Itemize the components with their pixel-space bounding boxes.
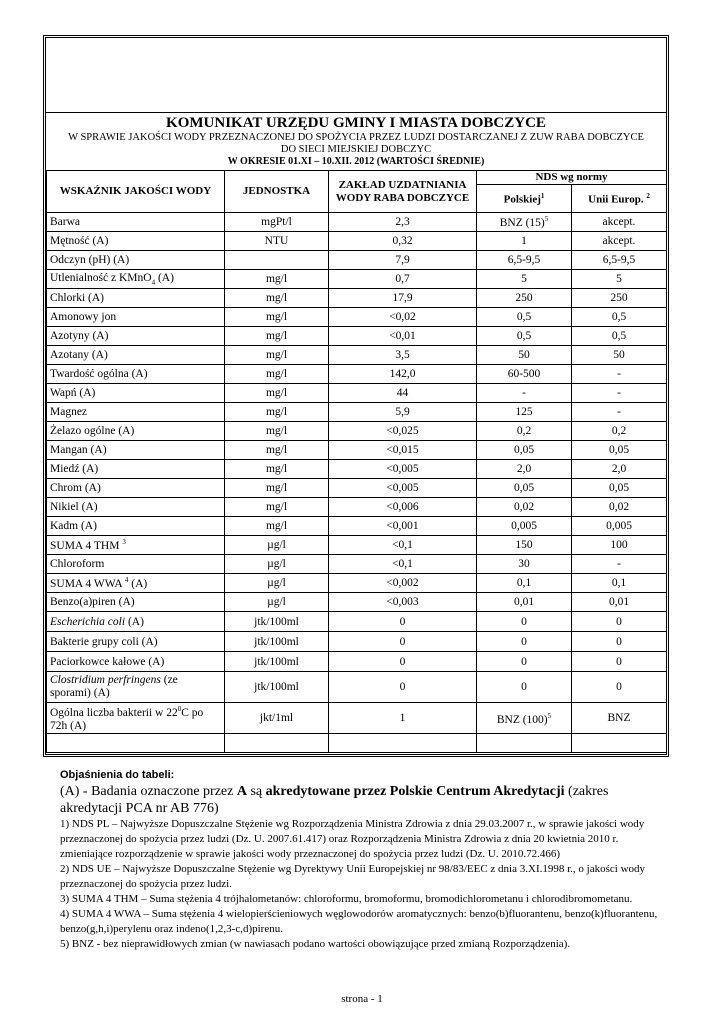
cell-indicator: Paciorkowce kałowe (A) [47, 652, 225, 672]
table-row [47, 498, 667, 517]
cell-nds-pl: 60-500 [477, 365, 572, 384]
cell-value: 0 [329, 612, 477, 632]
cell-indicator: Bakterie grupy coli (A) [47, 632, 225, 652]
cell-indicator: SUMA 4 WWA $^4$ (A) [47, 574, 225, 593]
cell-nds-eu: 0,02 [572, 498, 667, 517]
cell-indicator: Azotany (A) [47, 346, 225, 365]
cell-nds-pl: 250 [477, 289, 572, 308]
cell-nds-pl: 150 [477, 536, 572, 555]
cell-nds-pl: BNZ $(15)^5$ [477, 213, 572, 232]
table-row [47, 422, 667, 441]
cell-nds-pl: 30 [477, 555, 572, 574]
cell-value: <0,005 [329, 479, 477, 498]
cell-unit: jtk/100ml [225, 672, 329, 703]
table-row [47, 289, 667, 308]
cell-value: 0,7 [329, 270, 477, 289]
cell-value: 44 [329, 384, 477, 403]
cell-unit: mg/l [225, 365, 329, 384]
cell-nds-eu: - [572, 365, 667, 384]
cell-indicator: Chrom (A) [47, 479, 225, 498]
cell-nds-pl: BNZ $(100)^5$ [477, 703, 572, 734]
cell-unit: mg/l [225, 327, 329, 346]
cell-nds-eu: - [572, 384, 667, 403]
cell-nds-pl: 50 [477, 346, 572, 365]
cell-value: <0,005 [329, 460, 477, 479]
cell-nds-pl: 0,5 [477, 327, 572, 346]
note-4: 4) SUMA 4 WWA – Suma stężenia 4 wielopierścieniowych węglowodorów aromatycznych: benzo(b)fluorantenu, benzo(k)fluorantenu, benzo(g,h,i)perylenu oraz indeno(1,2,3-c,d)pirenu. [60, 908, 658, 935]
cell-nds-eu: - [572, 555, 667, 574]
cell-indicator: Barwa [47, 213, 225, 232]
table-row [47, 327, 667, 346]
table-row [47, 384, 667, 403]
cell-nds-eu: 0 [572, 672, 667, 703]
cell-indicator: Ogólna liczba bakterii w $22^0C$ po 72h (A) [47, 703, 225, 734]
cell-value: 7,9 [329, 251, 477, 270]
cell-indicator: Azotyny (A) [47, 327, 225, 346]
cell-nds-eu: 0,5 [572, 308, 667, 327]
cell-nds-eu: 6,5-9,5 [572, 251, 667, 270]
header-eu: Unii Europ. $^2$ [572, 185, 667, 213]
cell-value: 2,3 [329, 213, 477, 232]
cell-unit: jtk/100ml [225, 652, 329, 672]
table-body [47, 213, 667, 753]
subtitle-line-2: DO SIECI MIEJSKIEJ DOBCZYC [280, 144, 432, 155]
cell-nds-pl: 0 [477, 612, 572, 632]
cell-indicator: Twardość ogólna (A) [47, 365, 225, 384]
table-row [47, 593, 667, 612]
cell-nds-eu: BNZ [572, 703, 667, 734]
cell-nds-eu: - [572, 403, 667, 422]
water-quality-table [46, 170, 667, 753]
cell-nds-pl: 0,05 [477, 441, 572, 460]
cell-unit: mg/l [225, 384, 329, 403]
cell-unit: µg/l [225, 536, 329, 555]
table-row [47, 612, 667, 632]
cell-nds-pl: 0,5 [477, 308, 572, 327]
table-row [47, 574, 667, 593]
cell-value: <0,006 [329, 498, 477, 517]
cell-nds-eu: 0,05 [572, 441, 667, 460]
header-nds: NDS wg normy [477, 171, 667, 185]
table-row [47, 232, 667, 251]
header-indicator: WSKAŹNIK JAKOŚCI WODY [47, 171, 225, 213]
note-1: 1) NDS PL – Najwyższe Dopuszczalne Stężenie wg Rozporządzenia Ministra Zdrowia z dnia 29.03.2007 r., w sprawie jakości wody przeznaczonej do spożycia przez ludzi (Dz. U. 2007.61.417) oraz Rozporządzenia Ministra Zdrowia z dnia 20 kwietnia 2010 r. zmieniające rozporządzenie w sprawie jakości wody przeznaczonej do spożycia przez ludzi (Dz. U. 2010.72.466) [60, 818, 645, 860]
cell-nds-pl: 0,005 [477, 517, 572, 536]
cell-value: <0,01 [329, 327, 477, 346]
table-row [47, 441, 667, 460]
cell-unit: mg/l [225, 441, 329, 460]
cell-value: 1 [329, 703, 477, 734]
cell-value: <0,001 [329, 517, 477, 536]
table-row [47, 479, 667, 498]
cell-unit: mg/l [225, 460, 329, 479]
cell-indicator: Chlorki (A) [47, 289, 225, 308]
header [46, 113, 666, 168]
table-row [47, 270, 667, 289]
cell-nds-pl: 2,0 [477, 460, 572, 479]
cell-indicator: Kadm (A) [47, 517, 225, 536]
header-plant: ZAKŁAD UZDATNIANIA WODY RABA DOBCZYCE [329, 171, 477, 213]
cell-unit: NTU [225, 232, 329, 251]
cell-nds-pl: 0,2 [477, 422, 572, 441]
cell-nds-eu: 0 [572, 612, 667, 632]
table-row [47, 536, 667, 555]
cell-indicator: Żelazo ogólne (A) [47, 422, 225, 441]
cell-value: 0 [329, 652, 477, 672]
cell-nds-eu: 0,5 [572, 327, 667, 346]
cell-unit: jtk/100ml [225, 612, 329, 632]
table-row [47, 403, 667, 422]
table-row [47, 703, 667, 734]
cell-nds-eu: 0,05 [572, 479, 667, 498]
cell-empty [47, 734, 225, 753]
cell-indicator: Escherichia coli (A) [47, 612, 225, 632]
note-2: 2) NDS UE – Najwyższe Dopuszczalne Stężenie wg Dyrektywy Unii Europejskiej nr 98/83/EEC z dnia 3.XI.1998 r., o jakości wody przeznaczonej do spożycia przez ludzi. [60, 863, 646, 890]
cell-nds-eu: 0 [572, 632, 667, 652]
cell-value: 5,9 [329, 403, 477, 422]
table-row [47, 652, 667, 672]
cell-nds-eu: 0 [572, 652, 667, 672]
table-row [47, 460, 667, 479]
notes-heading: Objaśnienia do tabeli: [60, 769, 175, 781]
cell-indicator: Mętność (A) [47, 232, 225, 251]
cell-nds-pl: 0,02 [477, 498, 572, 517]
subtitle-line-1: W SPRAWIE JAKOŚCI WODY PRZEZNACZONEJ DO SPOŻYCIA PRZEZ LUDZI DOSTARCZANEJ Z ZUW RABA DOBCZYCE [68, 132, 644, 143]
cell-value: 17,9 [329, 289, 477, 308]
cell-unit [225, 251, 329, 270]
table-row [47, 555, 667, 574]
cell-nds-eu: 0,005 [572, 517, 667, 536]
cell-nds-pl: 0,01 [477, 593, 572, 612]
cell-nds-eu: 0,2 [572, 422, 667, 441]
cell-nds-eu: 0,01 [572, 593, 667, 612]
table-row-blank [47, 734, 667, 753]
cell-indicator: Nikiel (A) [47, 498, 225, 517]
cell-unit: mg/l [225, 517, 329, 536]
cell-unit: mg/l [225, 498, 329, 517]
cell-nds-pl: 5 [477, 270, 572, 289]
note-accreditation: (A) - Badania oznaczone przez A są akredytowane przez Polskie Centrum Akredytacji (zakres akredytacji PCA nr AB 776) [60, 784, 609, 816]
cell-unit: mg/l [225, 479, 329, 498]
cell-value: 0,32 [329, 232, 477, 251]
cell-indicator: Wapń (A) [47, 384, 225, 403]
cell-value: <0,02 [329, 308, 477, 327]
cell-nds-eu: 5 [572, 270, 667, 289]
notes [60, 768, 670, 952]
note-3: 3) SUMA 4 THM – Suma stężenia 4 trójhalometanów: chloroformu, bromoformu, bromodichlorometanu i chlorodibromometanu. [60, 893, 633, 905]
cell-nds-pl: 6,5-9,5 [477, 251, 572, 270]
cell-nds-pl: 0 [477, 672, 572, 703]
cell-unit: µg/l [225, 555, 329, 574]
cell-unit: jtk/100ml [225, 632, 329, 652]
cell-unit: µg/l [225, 574, 329, 593]
cell-nds-pl: - [477, 384, 572, 403]
cell-value: <0,002 [329, 574, 477, 593]
cell-unit: mg/l [225, 289, 329, 308]
cell-value: <0,1 [329, 536, 477, 555]
cell-unit: mg/l [225, 346, 329, 365]
table-row [47, 308, 667, 327]
table-row [47, 517, 667, 536]
cell-nds-eu: 250 [572, 289, 667, 308]
cell-nds-eu: akcept. [572, 213, 667, 232]
cell-indicator: Odczyn (pH) (A) [47, 251, 225, 270]
cell-empty [329, 734, 477, 753]
cell-unit: µg/l [225, 593, 329, 612]
cell-nds-eu: 2,0 [572, 460, 667, 479]
cell-indicator: Chloroform [47, 555, 225, 574]
cell-nds-pl: 0,1 [477, 574, 572, 593]
cell-nds-eu: 50 [572, 346, 667, 365]
cell-nds-pl: 0,05 [477, 479, 572, 498]
header-pl: Polskiej$^1$ [477, 185, 572, 213]
note-5: 5) BNZ - bez nieprawidłowych zmian (w nawiasach podano wartości obowiązujące przed zmianą Rozporządzenia). [60, 938, 571, 950]
table-row [47, 213, 667, 232]
cell-value: <0,015 [329, 441, 477, 460]
cell-unit: mgPt/l [225, 213, 329, 232]
cell-unit: jkt/1ml [225, 703, 329, 734]
cell-nds-eu: 100 [572, 536, 667, 555]
cell-value: <0,1 [329, 555, 477, 574]
cell-unit: mg/l [225, 270, 329, 289]
table-row [47, 365, 667, 384]
cell-nds-pl: 1 [477, 232, 572, 251]
cell-indicator: SUMA 4 THM $^3$ [47, 536, 225, 555]
cell-empty [572, 734, 667, 753]
page-title: KOMUNIKAT URZĘDU GMINY I MIASTA DOBCZYCE [166, 115, 546, 131]
cell-indicator: Benzo(a)piren (A) [47, 593, 225, 612]
cell-indicator: Magnez [47, 403, 225, 422]
table-row [47, 672, 667, 703]
cell-value: 142,0 [329, 365, 477, 384]
table-row [47, 251, 667, 270]
cell-value: 0 [329, 632, 477, 652]
cell-unit: mg/l [225, 422, 329, 441]
cell-value: 3,5 [329, 346, 477, 365]
table-row [47, 346, 667, 365]
cell-nds-pl: 125 [477, 403, 572, 422]
cell-indicator: Mangan (A) [47, 441, 225, 460]
cell-indicator: Amonowy jon [47, 308, 225, 327]
period-label: W OKRESIE 01.XI – 10.XII. 2012 (WARTOŚCI ŚREDNIE) [227, 156, 485, 167]
cell-nds-eu: akcept. [572, 232, 667, 251]
cell-empty [225, 734, 329, 753]
cell-value: <0,003 [329, 593, 477, 612]
cell-unit: mg/l [225, 403, 329, 422]
page-number: strona - 1 [341, 993, 383, 1005]
header-unit: JEDNOSTKA [225, 171, 329, 213]
cell-nds-pl: 0 [477, 632, 572, 652]
cell-nds-pl: 0 [477, 652, 572, 672]
cell-value: 0 [329, 672, 477, 703]
cell-value: <0,025 [329, 422, 477, 441]
cell-indicator: Miedź (A) [47, 460, 225, 479]
cell-empty [477, 734, 572, 753]
table-row [47, 632, 667, 652]
cell-unit: mg/l [225, 308, 329, 327]
cell-indicator: Utlenialność z KMnO$_4$ (A) [47, 270, 225, 289]
cell-indicator: Clostridium perfringens (ze sporami) (A) [47, 672, 225, 703]
cell-nds-eu: 0,1 [572, 574, 667, 593]
